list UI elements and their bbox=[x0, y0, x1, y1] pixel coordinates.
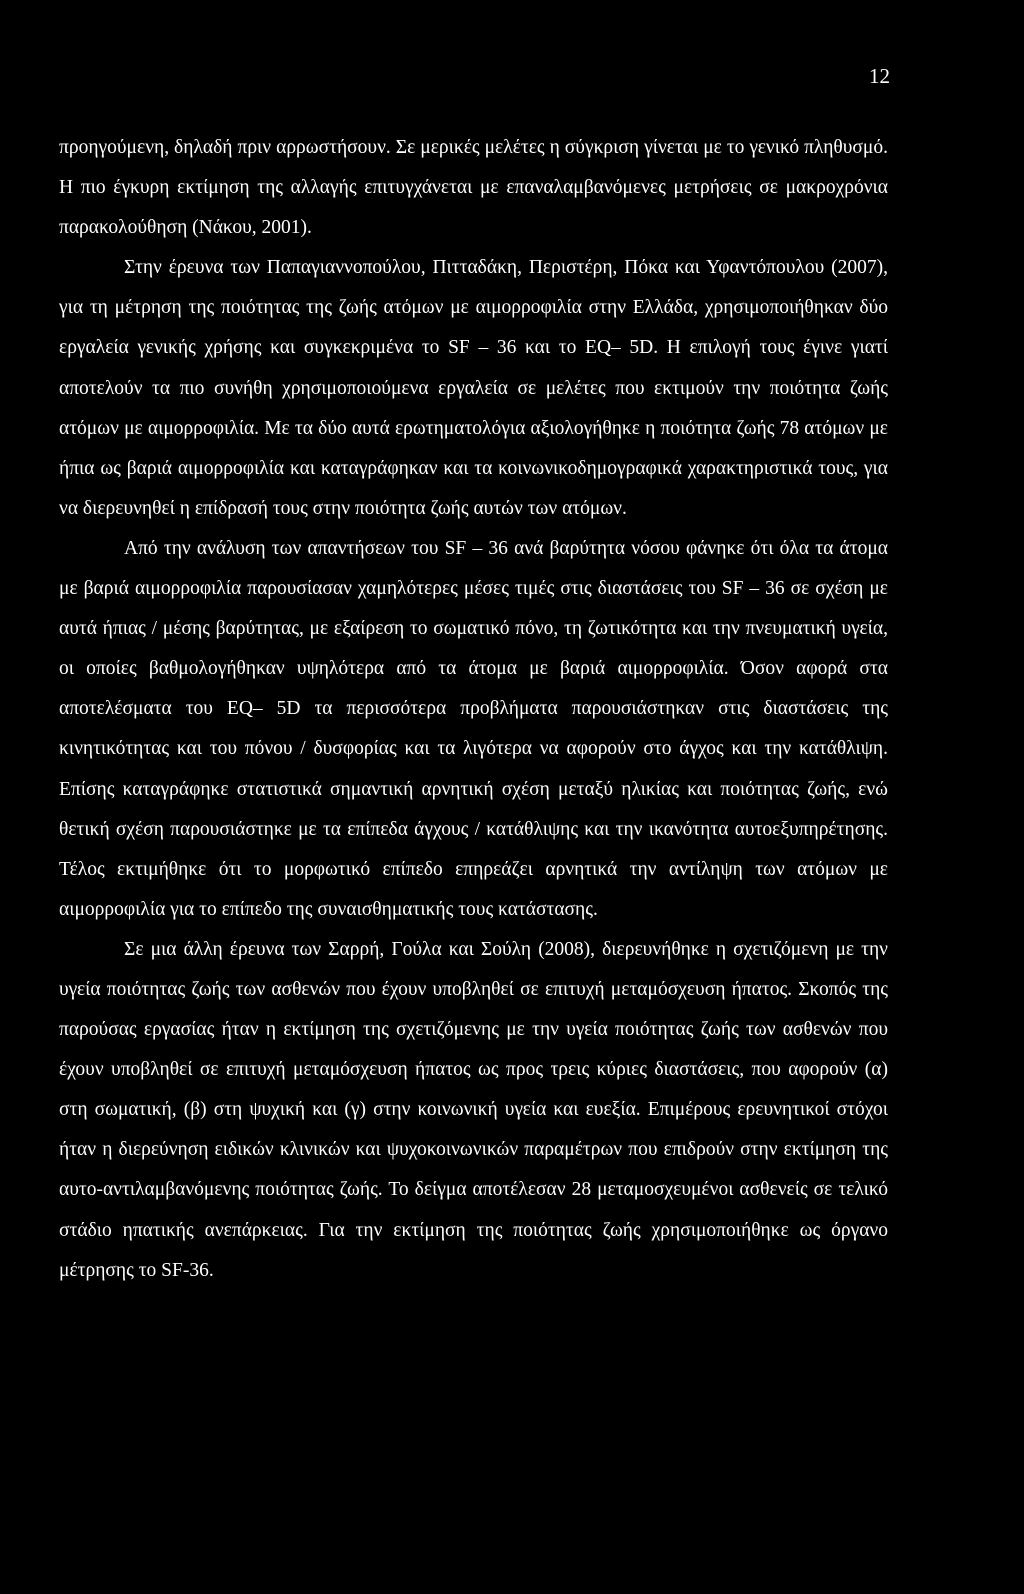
paragraph-continuation: προηγούμενη, δηλαδή πριν αρρωστήσουν. Σε μερικές μελέτες η σύγκριση γίνεται με το γενικό πληθυσμό. Η πιο έγκυρη εκτίμηση της αλλαγής επιτυγχάνεται με επαναλαμβανόμενες μετρήσεις σε μακροχρόνια παρακολούθηση (Νάκου, 2001). bbox=[59, 137, 888, 239]
paragraph-sarri-study: Σε μια άλλη έρευνα των Σαρρή, Γούλα και Σούλη (2008), διερευνήθηκε η σχετιζόμενη με την υγεία ποιότητας ζωής των ασθενών που έχουν υποβληθεί σε επιτυχή μεταμόσχευση ήπατος. Σκοπός της παρούσας εργασίας ήταν η εκτίμηση της σχετιζόμενης με την υγεία ποιότητας ζωής των ασθενών που έχουν υποβληθεί σε επιτυχή μεταμόσχευση ήπατος ως προς τρεις κύριες διαστάσεις, που αφορούν (α) στη σωματική, (β) στη ψυχική και (γ) στην κοινωνική υγεία και ευεξία. Επιμέρους ερευνητικοί στόχοι ήταν η διερεύνηση ειδικών κλινικών και ψυχοκοινωνικών παραμέτρων που επιδρούν στην εκτίμηση της αυτο-αντιλαμβανόμενης ποιότητας ζωής. Το δείγμα αποτέλεσαν 28 μεταμοσχευμένοι ασθενείς σε τελικό στάδιο ηπατικής ανεπάρκειας. Για την εκτίμηση της ποιότητας ζωής χρησιμοποιήθηκε ως όργανο μέτρησης το SF-36. bbox=[59, 938, 888, 1281]
paragraph-sf36-analysis: Από την ανάλυση των απαντήσεων του SF – 36 ανά βαρύτητα νόσου φάνηκε ότι όλα τα άτομα με βαριά αιμορροφιλία παρουσίασαν χαμηλότερες μέσες τιμές στις διαστάσεις του SF – 36 σε σχέση με αυτά ήπιας / μέσης βαρύτητας, με εξαίρεση το σωματικό πόνο, τη ζωτικότητα και την πνευματική υγεία, οι οποίες βαθμολογήθηκαν υψηλότερα από τα άτομα με βαριά αιμορροφιλία. Όσον αφορά στα αποτελέσματα του EQ– 5D τα περισσότερα προβλήματα παρουσιάστηκαν στις διαστάσεις της κινητικότητας και του πόνου / δυσφορίας και τα λιγότερα να αφορούν στο άγχος και την κατάθλιψη. Επίσης καταγράφηκε στατιστικά σημαντική αρνητική σχέση μεταξύ ηλικίας και ποιότητας ζωής, ενώ θετική σχέση παρουσιάστηκε με τα επίπεδα άγχους / κατάθλιψης και την ικανότητα αυτοεξυπηρέτησης. Τέλος εκτιμήθηκε ότι το μορφωτικό επίπεδο επηρεάζει αρνητικά την αντίληψη των ατόμων με αιμορροφιλία για το επίπεδο της συναισθηματικής τους κατάστασης. bbox=[59, 537, 888, 920]
paragraph-papagiannopoulou-study: Στην έρευνα των Παπαγιαννοπούλου, Πιτταδάκη, Περιστέρη, Πόκα και Υφαντόπουλου (2007), για τη μέτρηση της ποιότητας της ζωής ατόμων με αιμορροφιλία στην Ελλάδα, χρησιμοποιήθηκαν δύο εργαλεία γενικής χρήσης και συγκεκριμένα το SF – 36 και το EQ– 5D. Η επιλογή τους έγινε γιατί αποτελούν τα πιο συνήθη χρησιμοποιούμενα εργαλεία σε μελέτες που εκτιμούν την ποιότητα ζωής ατόμων με αιμορροφιλία. Με τα δύο αυτά ερωτηματολόγια αξιολογήθηκε η ποιότητα ζωής 78 ατόμων με ήπια ως βαριά αιμορροφιλία και καταγράφηκαν και τα κοινωνικοδημογραφικά χαρακτηριστικά τους, για να διερευνηθεί η επίδρασή τους στην ποιότητα ζωής αυτών των ατόμων. bbox=[59, 257, 888, 519]
page-number: 12 bbox=[869, 64, 890, 88]
document-body bbox=[59, 128, 888, 1291]
